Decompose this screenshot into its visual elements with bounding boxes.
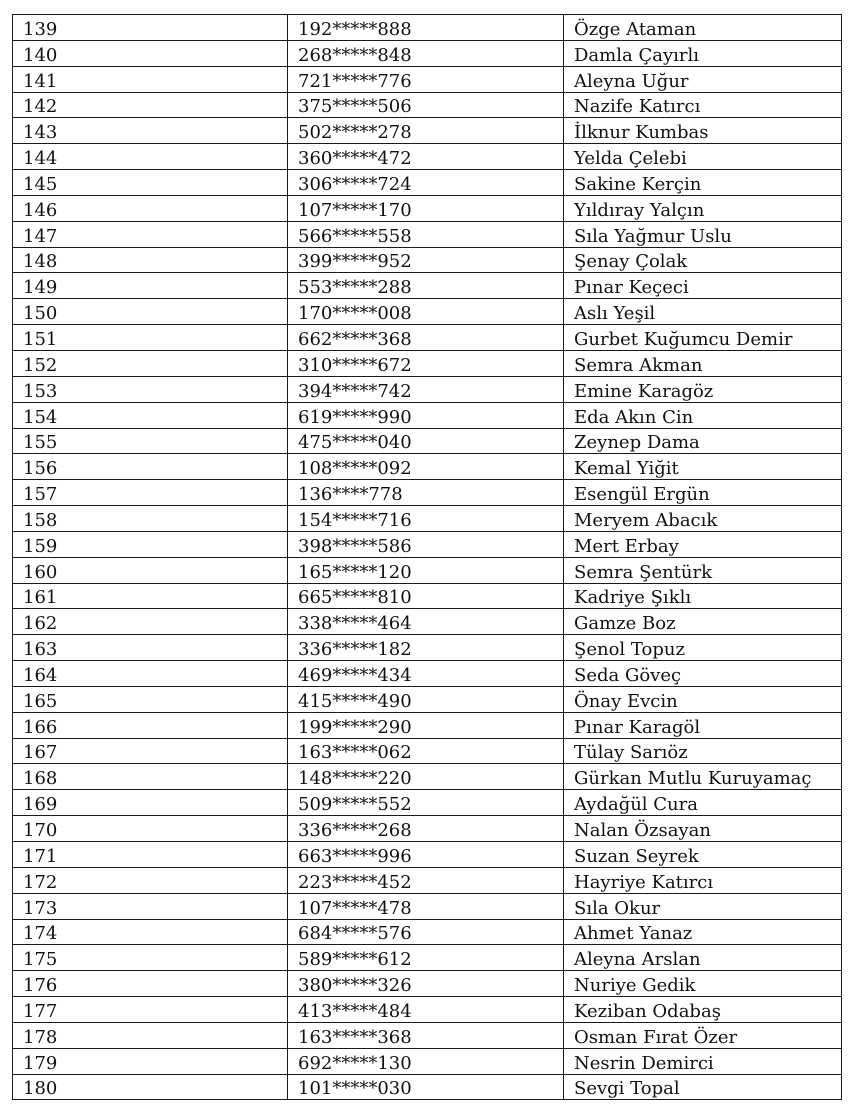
full-name-cell: Aslı Yeşil bbox=[564, 299, 842, 325]
full-name-cell: Yıldıray Yalçın bbox=[564, 195, 842, 221]
masked-id-cell: 469*****434 bbox=[288, 661, 564, 687]
masked-id-cell: 684*****576 bbox=[288, 919, 564, 945]
row-number-cell: 151 bbox=[13, 325, 288, 351]
row-number-cell: 144 bbox=[13, 144, 288, 170]
table-row bbox=[13, 790, 842, 816]
full-name-cell: Şenol Topuz bbox=[564, 635, 842, 661]
full-name-cell: Eda Akın Cin bbox=[564, 402, 842, 428]
row-number-cell: 156 bbox=[13, 454, 288, 480]
row-number-cell: 165 bbox=[13, 686, 288, 712]
masked-id-cell: 475*****040 bbox=[288, 428, 564, 454]
full-name-cell: Kemal Yiğit bbox=[564, 454, 842, 480]
row-number-cell: 178 bbox=[13, 1022, 288, 1048]
masked-id-cell: 192*****888 bbox=[288, 15, 564, 41]
row-number-cell: 166 bbox=[13, 712, 288, 738]
full-name-cell: Semra Şentürk bbox=[564, 557, 842, 583]
row-number-cell: 149 bbox=[13, 273, 288, 299]
table-row bbox=[13, 557, 842, 583]
row-number-cell: 175 bbox=[13, 945, 288, 971]
masked-id-cell: 502*****278 bbox=[288, 118, 564, 144]
masked-id-cell: 721*****776 bbox=[288, 66, 564, 92]
table-row bbox=[13, 92, 842, 118]
row-number-cell: 173 bbox=[13, 893, 288, 919]
masked-id-cell: 170*****008 bbox=[288, 299, 564, 325]
table-row bbox=[13, 712, 842, 738]
full-name-cell: Nuriye Gedik bbox=[564, 971, 842, 997]
full-name-cell: Yelda Çelebi bbox=[564, 144, 842, 170]
masked-id-cell: 107*****170 bbox=[288, 195, 564, 221]
table-row bbox=[13, 893, 842, 919]
full-name-cell: Tülay Sarıöz bbox=[564, 738, 842, 764]
table-row bbox=[13, 945, 842, 971]
full-name-cell: Pınar Karagöl bbox=[564, 712, 842, 738]
row-number-cell: 142 bbox=[13, 92, 288, 118]
masked-id-cell: 415*****490 bbox=[288, 686, 564, 712]
table-row bbox=[13, 738, 842, 764]
masked-id-cell: 107*****478 bbox=[288, 893, 564, 919]
full-name-cell: Pınar Keçeci bbox=[564, 273, 842, 299]
masked-id-cell: 375*****506 bbox=[288, 92, 564, 118]
table-row bbox=[13, 531, 842, 557]
row-number-cell: 143 bbox=[13, 118, 288, 144]
masked-id-cell: 394*****742 bbox=[288, 376, 564, 402]
table-row bbox=[13, 997, 842, 1023]
masked-id-cell: 165*****120 bbox=[288, 557, 564, 583]
row-number-cell: 170 bbox=[13, 816, 288, 842]
full-name-cell: Semra Akman bbox=[564, 350, 842, 376]
table-row bbox=[13, 247, 842, 273]
table-row bbox=[13, 376, 842, 402]
table-row bbox=[13, 480, 842, 506]
masked-id-cell: 399*****952 bbox=[288, 247, 564, 273]
row-number-cell: 152 bbox=[13, 350, 288, 376]
masked-id-cell: 619*****990 bbox=[288, 402, 564, 428]
masked-id-cell: 336*****182 bbox=[288, 635, 564, 661]
table-row bbox=[13, 144, 842, 170]
table-row bbox=[13, 1048, 842, 1074]
table-row bbox=[13, 66, 842, 92]
full-name-cell: Sıla Yağmur Uslu bbox=[564, 221, 842, 247]
masked-id-cell: 310*****672 bbox=[288, 350, 564, 376]
row-number-cell: 177 bbox=[13, 997, 288, 1023]
table-row bbox=[13, 867, 842, 893]
table-body bbox=[13, 15, 842, 1100]
full-name-cell: Nalan Özsayan bbox=[564, 816, 842, 842]
masked-id-cell: 268*****848 bbox=[288, 40, 564, 66]
table-row bbox=[13, 919, 842, 945]
masked-id-cell: 692*****130 bbox=[288, 1048, 564, 1074]
masked-id-cell: 360*****472 bbox=[288, 144, 564, 170]
full-name-cell: Meryem Abacık bbox=[564, 506, 842, 532]
row-number-cell: 150 bbox=[13, 299, 288, 325]
table-row bbox=[13, 428, 842, 454]
row-number-cell: 159 bbox=[13, 531, 288, 557]
row-number-cell: 141 bbox=[13, 66, 288, 92]
table-row bbox=[13, 506, 842, 532]
full-name-cell: Seda Göveç bbox=[564, 661, 842, 687]
full-name-cell: Esengül Ergün bbox=[564, 480, 842, 506]
masked-id-cell: 199*****290 bbox=[288, 712, 564, 738]
row-number-cell: 147 bbox=[13, 221, 288, 247]
table-row bbox=[13, 350, 842, 376]
full-name-cell: Zeynep Dama bbox=[564, 428, 842, 454]
row-number-cell: 180 bbox=[13, 1074, 288, 1100]
row-number-cell: 169 bbox=[13, 790, 288, 816]
table-row bbox=[13, 816, 842, 842]
table-row bbox=[13, 170, 842, 196]
participant-table bbox=[12, 14, 842, 1100]
row-number-cell: 158 bbox=[13, 506, 288, 532]
table-row bbox=[13, 764, 842, 790]
row-number-cell: 172 bbox=[13, 867, 288, 893]
masked-id-cell: 136****778 bbox=[288, 480, 564, 506]
row-number-cell: 148 bbox=[13, 247, 288, 273]
table-row bbox=[13, 118, 842, 144]
full-name-cell: Önay Evcin bbox=[564, 686, 842, 712]
masked-id-cell: 163*****062 bbox=[288, 738, 564, 764]
masked-id-cell: 663*****996 bbox=[288, 842, 564, 868]
full-name-cell: Mert Erbay bbox=[564, 531, 842, 557]
row-number-cell: 139 bbox=[13, 15, 288, 41]
table-row bbox=[13, 609, 842, 635]
full-name-cell: Emine Karagöz bbox=[564, 376, 842, 402]
row-number-cell: 154 bbox=[13, 402, 288, 428]
full-name-cell: Özge Ataman bbox=[564, 15, 842, 41]
full-name-cell: Ahmet Yanaz bbox=[564, 919, 842, 945]
row-number-cell: 176 bbox=[13, 971, 288, 997]
masked-id-cell: 380*****326 bbox=[288, 971, 564, 997]
row-number-cell: 171 bbox=[13, 842, 288, 868]
full-name-cell: Hayriye Katırcı bbox=[564, 867, 842, 893]
full-name-cell: Aydağül Cura bbox=[564, 790, 842, 816]
row-number-cell: 157 bbox=[13, 480, 288, 506]
full-name-cell: Keziban Odabaş bbox=[564, 997, 842, 1023]
row-number-cell: 174 bbox=[13, 919, 288, 945]
row-number-cell: 164 bbox=[13, 661, 288, 687]
masked-id-cell: 336*****268 bbox=[288, 816, 564, 842]
masked-id-cell: 665*****810 bbox=[288, 583, 564, 609]
masked-id-cell: 413*****484 bbox=[288, 997, 564, 1023]
masked-id-cell: 154*****716 bbox=[288, 506, 564, 532]
full-name-cell: Gamze Boz bbox=[564, 609, 842, 635]
table-row bbox=[13, 686, 842, 712]
masked-id-cell: 148*****220 bbox=[288, 764, 564, 790]
full-name-cell: İlknur Kumbas bbox=[564, 118, 842, 144]
masked-id-cell: 398*****586 bbox=[288, 531, 564, 557]
full-name-cell: Nesrin Demirci bbox=[564, 1048, 842, 1074]
full-name-cell: Osman Fırat Özer bbox=[564, 1022, 842, 1048]
table-row bbox=[13, 842, 842, 868]
row-number-cell: 168 bbox=[13, 764, 288, 790]
row-number-cell: 160 bbox=[13, 557, 288, 583]
full-name-cell: Aleyna Uğur bbox=[564, 66, 842, 92]
table-row bbox=[13, 661, 842, 687]
table-row bbox=[13, 635, 842, 661]
full-name-cell: Şenay Çolak bbox=[564, 247, 842, 273]
row-number-cell: 146 bbox=[13, 195, 288, 221]
masked-id-cell: 589*****612 bbox=[288, 945, 564, 971]
full-name-cell: Sıla Okur bbox=[564, 893, 842, 919]
masked-id-cell: 566*****558 bbox=[288, 221, 564, 247]
masked-id-cell: 163*****368 bbox=[288, 1022, 564, 1048]
table-row bbox=[13, 1022, 842, 1048]
row-number-cell: 161 bbox=[13, 583, 288, 609]
row-number-cell: 153 bbox=[13, 376, 288, 402]
table-row bbox=[13, 15, 842, 41]
row-number-cell: 140 bbox=[13, 40, 288, 66]
masked-id-cell: 338*****464 bbox=[288, 609, 564, 635]
row-number-cell: 179 bbox=[13, 1048, 288, 1074]
table-row bbox=[13, 402, 842, 428]
full-name-cell: Gurbet Kuğumcu Demir bbox=[564, 325, 842, 351]
full-name-cell: Kadriye Şıklı bbox=[564, 583, 842, 609]
table-row bbox=[13, 299, 842, 325]
table-row bbox=[13, 40, 842, 66]
table-row bbox=[13, 273, 842, 299]
table-row bbox=[13, 971, 842, 997]
table-row bbox=[13, 195, 842, 221]
row-number-cell: 155 bbox=[13, 428, 288, 454]
row-number-cell: 167 bbox=[13, 738, 288, 764]
full-name-cell: Suzan Seyrek bbox=[564, 842, 842, 868]
full-name-cell: Sakine Kerçin bbox=[564, 170, 842, 196]
masked-id-cell: 662*****368 bbox=[288, 325, 564, 351]
masked-id-cell: 509*****552 bbox=[288, 790, 564, 816]
full-name-cell: Aleyna Arslan bbox=[564, 945, 842, 971]
table-row bbox=[13, 221, 842, 247]
table-row bbox=[13, 1074, 842, 1100]
table-row bbox=[13, 454, 842, 480]
table-row bbox=[13, 583, 842, 609]
full-name-cell: Damla Çayırlı bbox=[564, 40, 842, 66]
full-name-cell: Gürkan Mutlu Kuruyamaç bbox=[564, 764, 842, 790]
row-number-cell: 145 bbox=[13, 170, 288, 196]
table-row bbox=[13, 325, 842, 351]
masked-id-cell: 223*****452 bbox=[288, 867, 564, 893]
masked-id-cell: 306*****724 bbox=[288, 170, 564, 196]
masked-id-cell: 108*****092 bbox=[288, 454, 564, 480]
full-name-cell: Nazife Katırcı bbox=[564, 92, 842, 118]
row-number-cell: 162 bbox=[13, 609, 288, 635]
masked-id-cell: 101*****030 bbox=[288, 1074, 564, 1100]
row-number-cell: 163 bbox=[13, 635, 288, 661]
masked-id-cell: 553*****288 bbox=[288, 273, 564, 299]
full-name-cell: Sevgi Topal bbox=[564, 1074, 842, 1100]
